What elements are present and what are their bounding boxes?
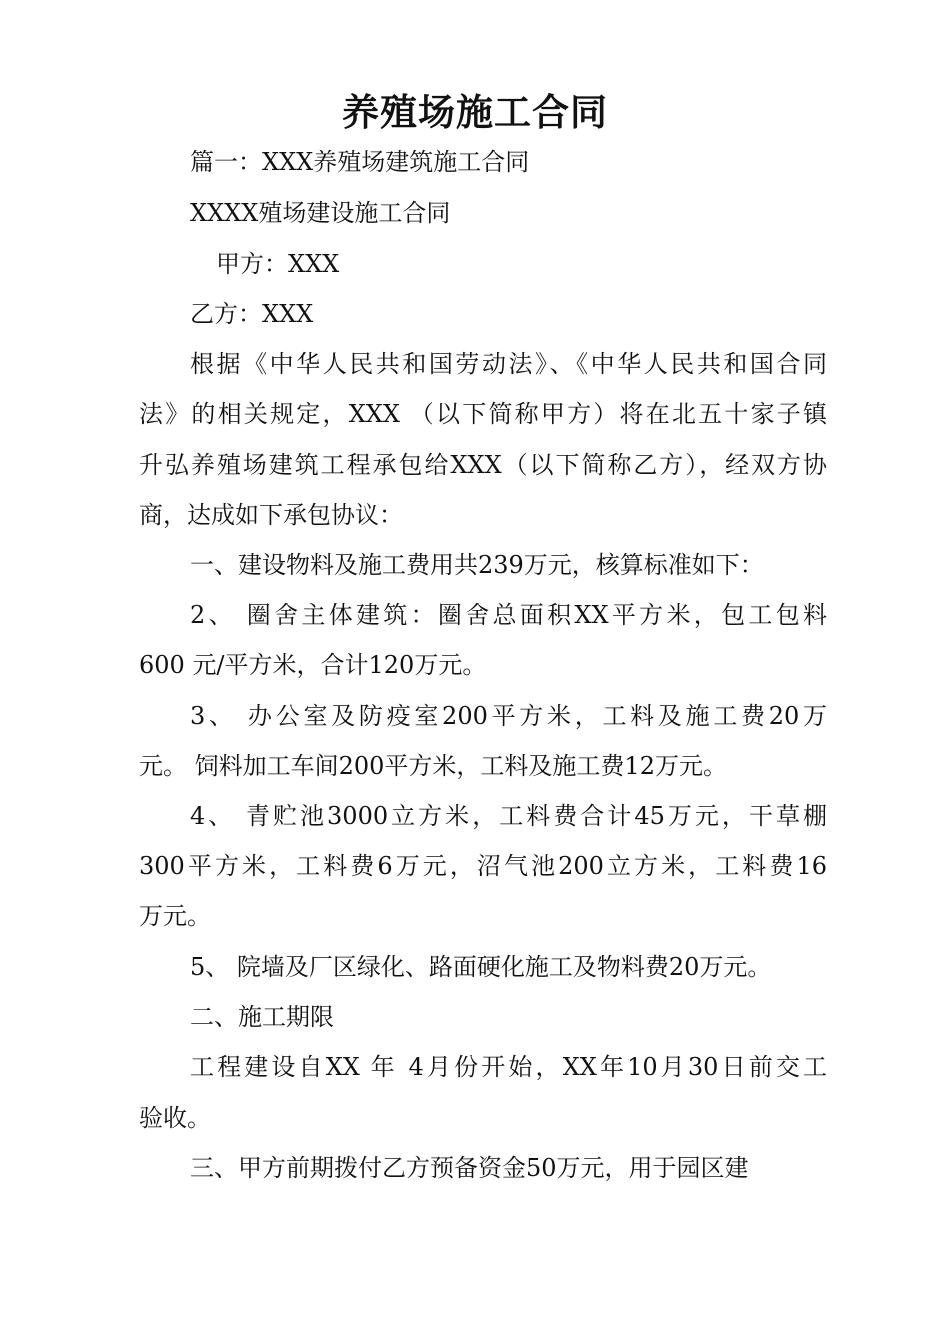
section-heading-2: 二、施工期限 xyxy=(190,1003,334,1031)
list-item-4-cont: 万元。 xyxy=(139,902,211,930)
document-title: 养殖场施工合同 xyxy=(342,90,608,134)
paragraph-line: 验收。 xyxy=(139,1104,211,1132)
list-item-3: 3、 办公室及防疫室200平方米，工料及施工费20万 xyxy=(190,702,827,730)
list-item-4-cont: 300平方米，工料费6万元，沼气池200立方米，工料费16 xyxy=(139,852,827,880)
list-item-2-cont: 600 元/平方米，合计120万元。 xyxy=(139,651,487,679)
list-item-2: 2、 圈舍主体建筑：圈舍总面积XX平方米，包工包料 xyxy=(190,601,827,629)
paragraph-line: 商，达成如下承包协议： xyxy=(139,501,403,529)
section-heading-1: 一、建设物料及施工费用共239万元，核算标准如下： xyxy=(190,551,764,579)
party-a-line: 甲方：XXX xyxy=(216,250,340,278)
paragraph-line: 升弘养殖场建筑工程承包给XXX（以下简称乙方），经双方协 xyxy=(139,451,827,479)
paragraph-line: 工程建设自XX 年 4月份开始，XX年10月30日前交工 xyxy=(190,1053,827,1081)
party-b-line: 乙方：XXX xyxy=(190,300,314,328)
paragraph-line: 根据《中华人民共和国劳动法》、《中华人民共和国合同 xyxy=(190,350,827,378)
subtitle-line: 篇一：XXX养殖场建筑施工合同 xyxy=(190,148,530,176)
list-item-5: 5、 院墙及厂区绿化、路面硬化施工及物料费20万元。 xyxy=(190,953,772,981)
section-heading-3: 三、甲方前期拨付乙方预备资金50万元，用于园区建 xyxy=(190,1154,749,1182)
list-item-3-cont: 元。 饲料加工车间200平方米，工料及施工费12万元。 xyxy=(139,752,727,780)
paragraph-line: 法》的相关规定，XXX （以下简称甲方）将在北五十家子镇 xyxy=(139,400,827,428)
contract-name-line: XXXX殖场建设施工合同 xyxy=(190,199,451,227)
list-item-4: 4、 青贮池3000立方米，工料费合计45万元，干草棚 xyxy=(190,802,827,830)
